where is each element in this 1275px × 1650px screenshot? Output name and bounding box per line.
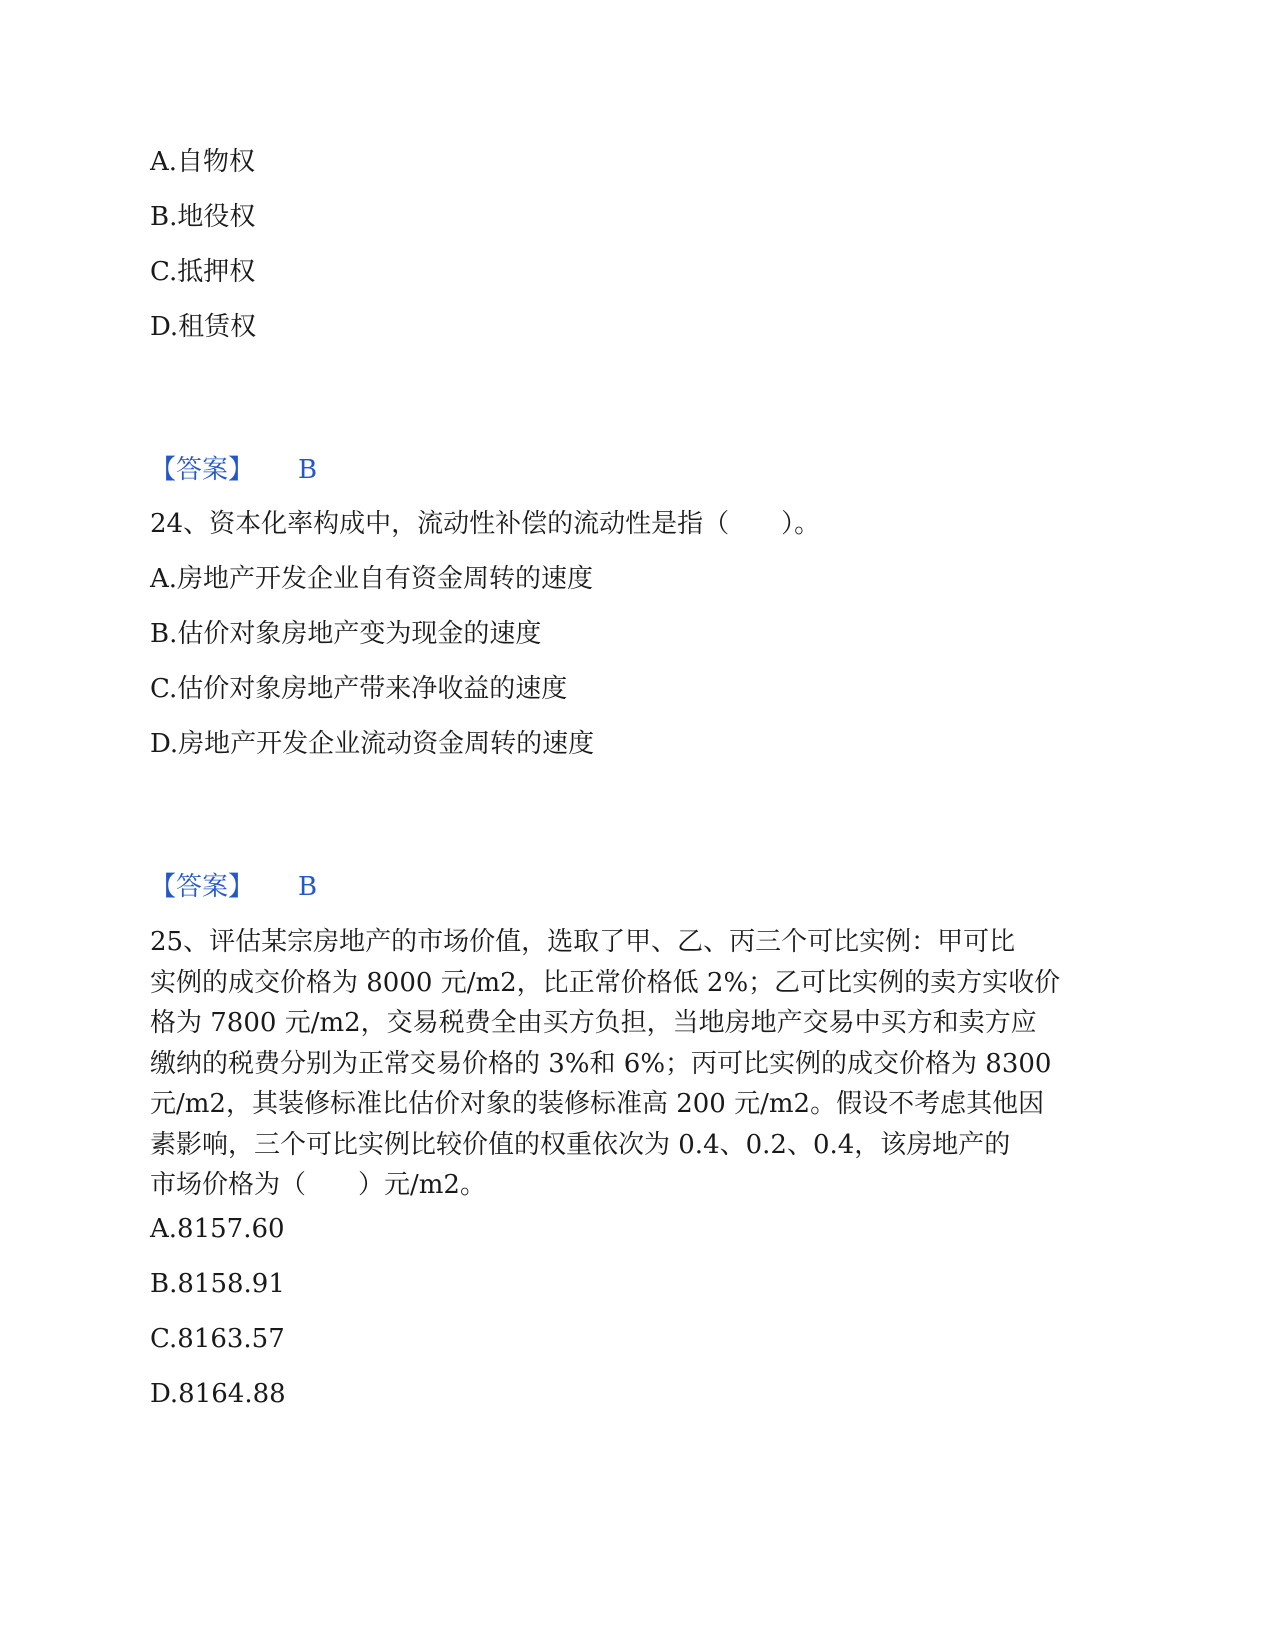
answer-value: B [298,872,318,902]
q25-stem-line: 格为 7800 元/m2，交易税费全由买方负担，当地房地产交易中买方和卖方应 [150,1008,1037,1038]
q25-stem-line: 25、评估某宗房地产的市场价值，选取了甲、乙、丙三个可比实例：甲可比 [150,927,1016,957]
q23-option-b: B.地役权 [150,202,256,232]
q25-stem-line: 缴纳的税费分别为正常交易价格的 3%和 6%；丙可比实例的成交价格为 8300 [150,1048,1052,1079]
q23-answer [150,455,317,485]
q25-option-a: A.8157.60 [150,1214,285,1244]
q23-option-c: C.抵押权 [150,257,256,287]
q25-stem-line: 实例的成交价格为 8000 元/m2，比正常价格低 2%；乙可比实例的卖方实收价 [150,967,1061,998]
q24-option-a: A.房地产开发企业自有资金周转的速度 [150,564,594,594]
q25-stem-line: 元/m2，其装修标准比估价对象的装修标准高 200 元/m2。假设不考虑其他因 [150,1089,1045,1119]
q24-stem: 24、资本化率构成中，流动性补偿的流动性是指（ ）。 [150,509,821,539]
q23-option-a: A.自物权 [150,147,256,177]
answer-label: 【答案】 [150,872,255,902]
q25-stem [150,922,1110,1206]
q25-stem-line: 市场价格为（ ）元/m2。 [150,1170,486,1200]
q25-stem-line: 素影响，三个可比实例比较价值的权重依次为 0.4、0.2、0.4，该房地产的 [150,1129,1011,1160]
answer-label: 【答案】 [150,455,255,485]
q25-option-b: B.8158.91 [150,1269,285,1299]
q24-option-d: D.房地产开发企业流动资金周转的速度 [150,729,595,759]
q24-answer [150,872,317,902]
answer-value: B [298,455,318,485]
q25-option-c: C.8163.57 [150,1324,285,1354]
q25-option-d: D.8164.88 [150,1379,286,1409]
q23-option-d: D.租赁权 [150,312,257,342]
q24-option-b: B.估价对象房地产变为现金的速度 [150,619,542,649]
q24-option-c: C.估价对象房地产带来净收益的速度 [150,674,568,704]
